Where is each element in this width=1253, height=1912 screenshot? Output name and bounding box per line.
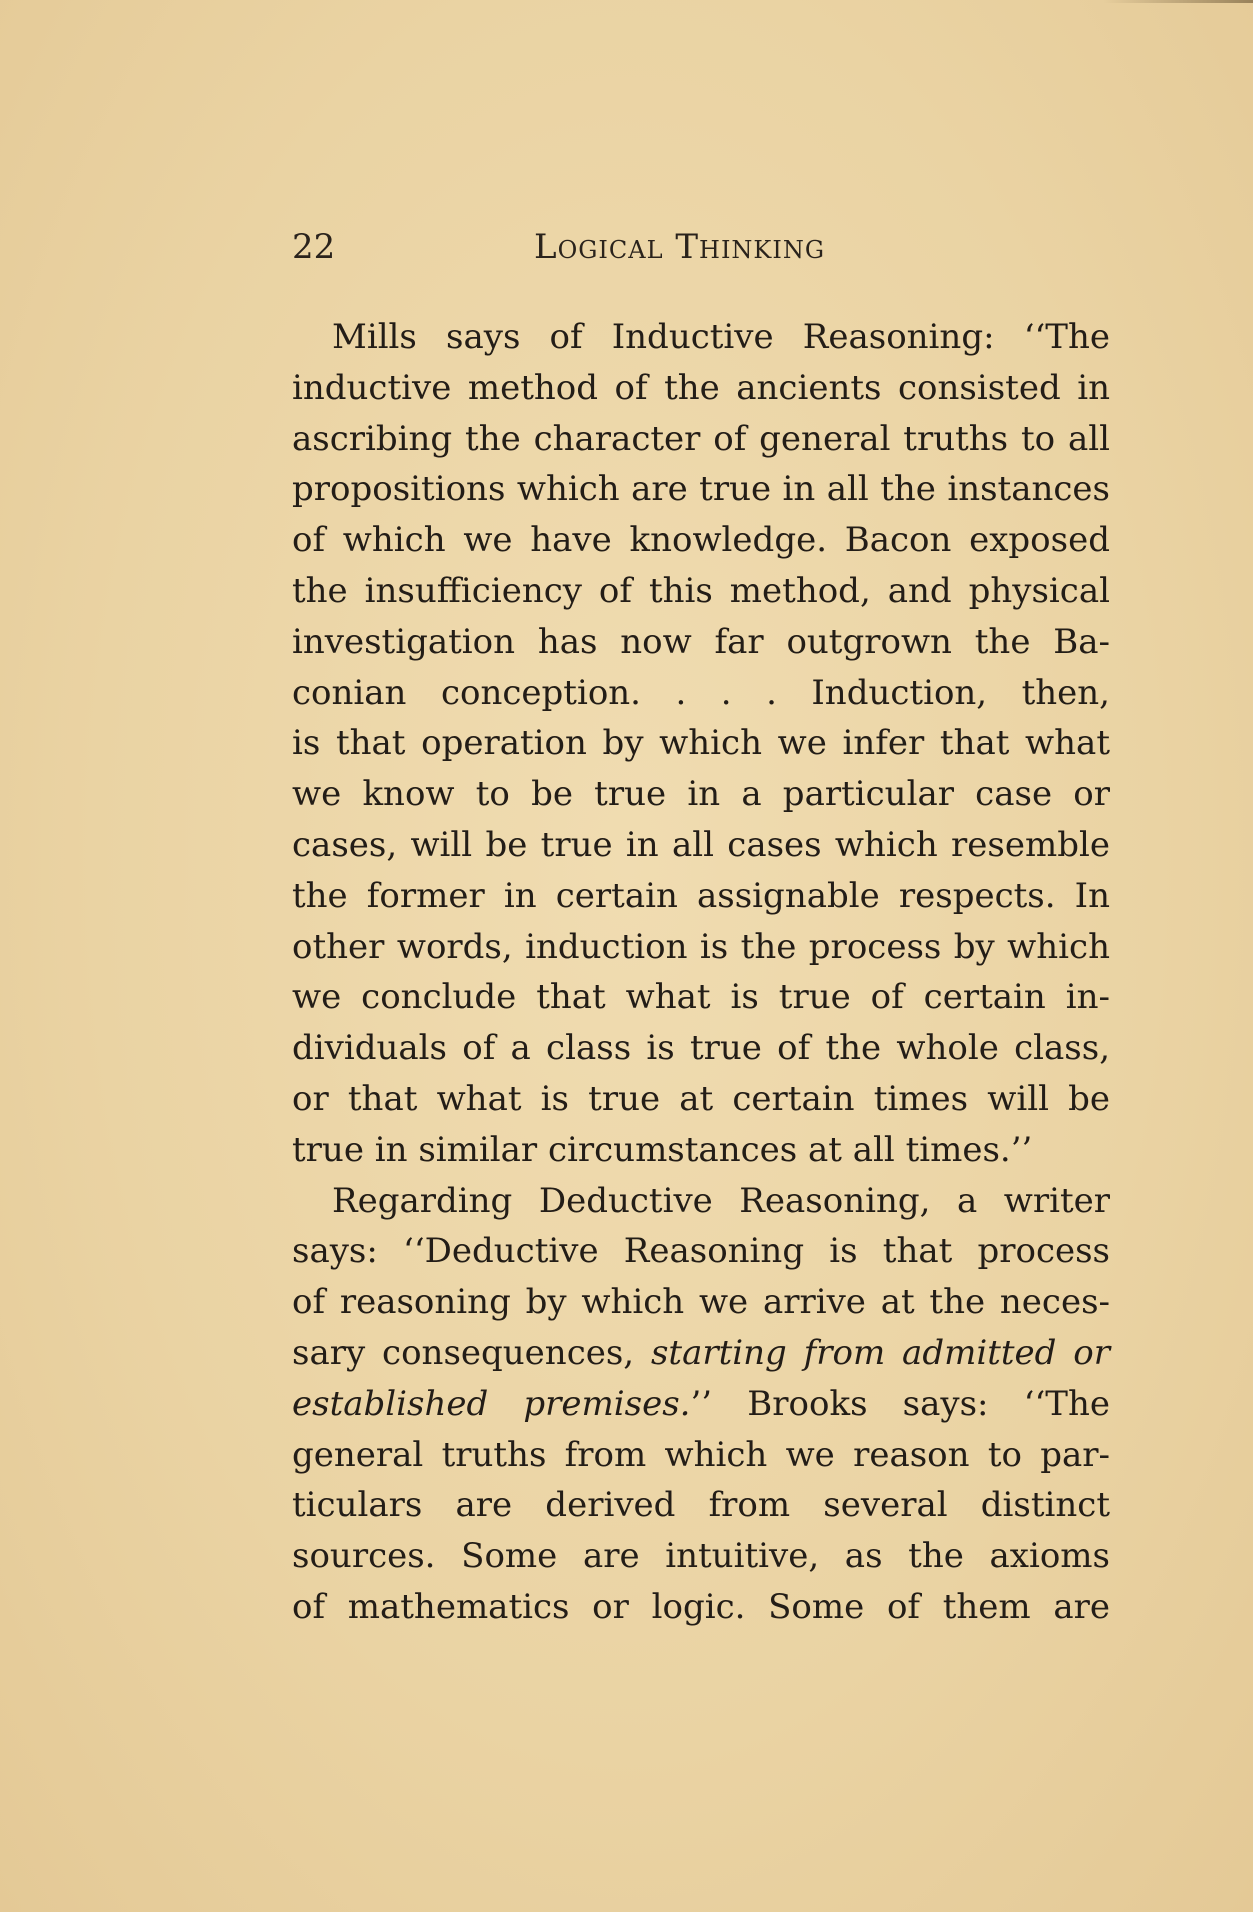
body-text [292, 312, 1110, 1633]
text-line: or that what is true at certain times will be [292, 1078, 1110, 1119]
text-line: says: ‘‘Deductive Reasoning is that process [292, 1231, 1110, 1272]
paragraph [292, 1176, 1110, 1633]
text-line: we conclude that what is true of certain in- [292, 977, 1110, 1018]
text-line: other words, induction is the process by which [292, 926, 1110, 967]
text-line: ascribing the character of general truths to all [292, 418, 1110, 459]
text-line: investigation has now far outgrown the Ba- [292, 621, 1110, 662]
text-line: is that operation by which we infer that what [292, 723, 1110, 764]
text-line: Regarding Deductive Reasoning, a writer [332, 1180, 1110, 1221]
page-edge-shadow [1103, 0, 1253, 3]
text-line: ticulars are derived from several distinct [292, 1485, 1110, 1526]
text-line: propositions which are true in all the instances [292, 469, 1110, 510]
text-line: general truths from which we reason to par- [292, 1434, 1110, 1475]
text-line: the former in certain assignable respects. In [292, 875, 1110, 916]
text-line: inductive method of the ancients consisted in [292, 367, 1110, 408]
text-line: of reasoning by which we arrive at the neces- [292, 1282, 1110, 1323]
text-line: of mathematics or logic. Some of them are [292, 1586, 1110, 1627]
italic-text: starting from admitted or [650, 1332, 1110, 1373]
paragraph [292, 312, 1110, 1176]
text-line: conian conception. . . . Induction, then, [292, 672, 1110, 713]
text-line: cases, will be true in all cases which resemble [292, 824, 1110, 865]
text-line: Mills says of Inductive Reasoning: ‘‘The [332, 317, 1110, 357]
running-head [292, 222, 1110, 272]
page-number: 22 [292, 227, 336, 267]
text-line: the insufficiency of this method, and physical [292, 570, 1110, 611]
text-line: we know to be true in a particular case or [292, 774, 1110, 815]
italic-text: established premises. [292, 1383, 691, 1424]
text-line: dividuals of a class is true of the whole class, [292, 1028, 1110, 1069]
text-line: of which we have knowledge. Bacon exposed [292, 520, 1110, 561]
text-line: sary consequences, starting from admitted or [292, 1332, 1110, 1373]
text-line: sources. Some are intuitive, as the axioms [292, 1536, 1110, 1577]
text-line: established premises.’’ Brooks says: ‘‘The [292, 1383, 1110, 1424]
text-line: true in similar circumstances at all times.’’ [292, 1129, 1033, 1170]
running-title: Logical Thinking [534, 227, 826, 267]
